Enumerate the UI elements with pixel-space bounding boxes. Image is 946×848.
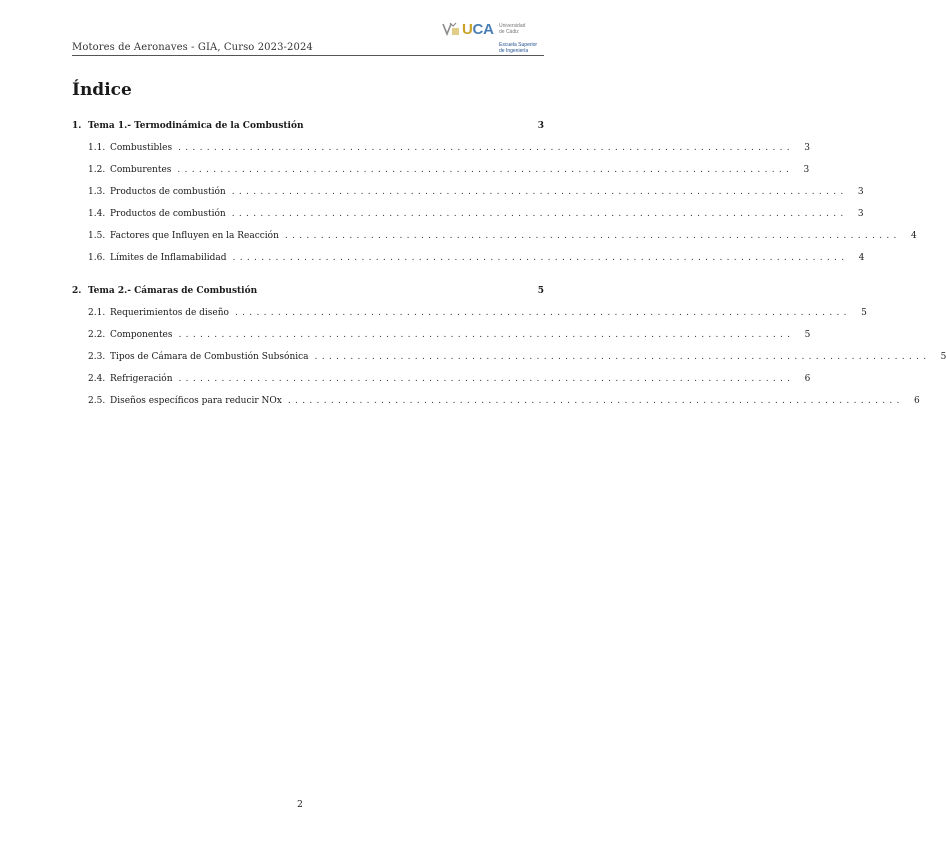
toc-item-label: Tipos de Cámara de Combustión Subsónica [110,352,309,362]
uca-wordmark: UCA [462,21,494,38]
toc-item-number: 2.2. [88,330,106,340]
toc-section-label: Tema 1.- Termodinámica de la Combustión [88,121,304,131]
toc-item-number: 1.2. [88,165,106,175]
toc-page-number: 3 [857,187,864,197]
toc-item-number: 2.1. [88,308,106,318]
toc-section-1[interactable] [72,119,544,133]
toc-item-2-1[interactable] [72,306,867,320]
dot-leader: ...................................................................................... [231,209,848,219]
toc-item-1-3[interactable] [72,185,864,199]
dot-leader: ...................................................................................... [178,374,795,384]
toc-section-label: Tema 2.- Cámaras de Combustión [88,286,258,296]
dot-leader: ...................................................................................... [287,396,904,406]
toc-page-number: 4 [911,231,917,241]
toc-item-label: Límites de Inflamabilidad [110,253,227,263]
toc-page-number: 3 [537,121,544,131]
toc-page-number: 4 [858,253,865,263]
toc-item-2-2[interactable] [72,328,811,342]
toc-item-label: Productos de combustión [110,209,226,219]
toc-item-1-2[interactable] [72,163,810,177]
course-header: Motores de Aeronaves - GIA, Curso 2023-2024 [72,42,313,53]
dot-leader: ...................................................................................... [234,308,851,318]
toc-item-1-6[interactable] [72,251,865,265]
dot-leader: ...................................................................................... [284,231,901,241]
toc-item-label: Productos de combustión [110,187,226,197]
toc-item-label: Componentes [110,330,173,340]
toc-item-label: Refrigeración [110,374,173,384]
toc-page-number: 3 [804,143,810,153]
toc-section-number: 2. [72,286,82,296]
toc-item-2-3[interactable] [72,350,946,364]
header-divider [72,55,544,56]
toc-page-number: 3 [857,209,864,219]
school-name: Escuela Superior de Ingeniería [499,42,538,54]
dot-leader: ...................................................................................... [232,253,849,263]
toc-page-number: 5 [861,308,867,318]
toc-item-1-1[interactable] [72,141,810,155]
toc-item-number: 2.3. [88,352,106,362]
toc-item-number: 2.4. [88,374,106,384]
toc-section-2[interactable] [72,284,544,298]
toc-item-label: Diseños específicos para reducir NOx [110,396,282,406]
toc-item-2-5[interactable] [72,394,920,408]
toc-item-number: 1.4. [88,209,106,219]
toc-item-label: Combustibles [110,143,173,153]
toc-page-number: 5 [940,352,946,362]
university-logo [441,19,545,55]
dot-leader: ...................................................................................... [178,143,794,153]
toc-item-label: Factores que Influyen en la Reacción [110,231,279,241]
toc-item-2-4[interactable] [72,372,811,386]
dot-leader: ...................................................................................... [231,187,848,197]
dot-leader: ...................................................................................... [314,352,931,362]
toc-item-number: 1.3. [88,187,106,197]
toc-item-label: Requerimientos de diseño [110,308,229,318]
toc-item-1-5[interactable] [72,229,917,243]
toc-page-number: 6 [804,374,811,384]
page-title: Índice [72,80,132,100]
toc-page-number: 6 [914,396,920,406]
uca-emblem-icon [441,20,461,38]
toc-page-number: 5 [804,330,811,340]
toc-item-label: Comburentes [110,165,172,175]
toc-item-1-4[interactable] [72,207,864,221]
toc-item-number: 1.5. [88,231,106,241]
toc-section-number: 1. [72,121,82,131]
toc-item-number: 1.6. [88,253,106,263]
toc-page-number: 5 [537,286,544,296]
dot-leader: ...................................................................................... [177,165,794,175]
university-name: Universidad de Cádiz [499,23,526,35]
toc-item-number: 2.5. [88,396,106,406]
toc-page-number: 3 [803,165,810,175]
toc-item-number: 1.1. [88,143,106,153]
dot-leader: ...................................................................................... [178,330,795,340]
page-number: 2 [297,800,303,810]
